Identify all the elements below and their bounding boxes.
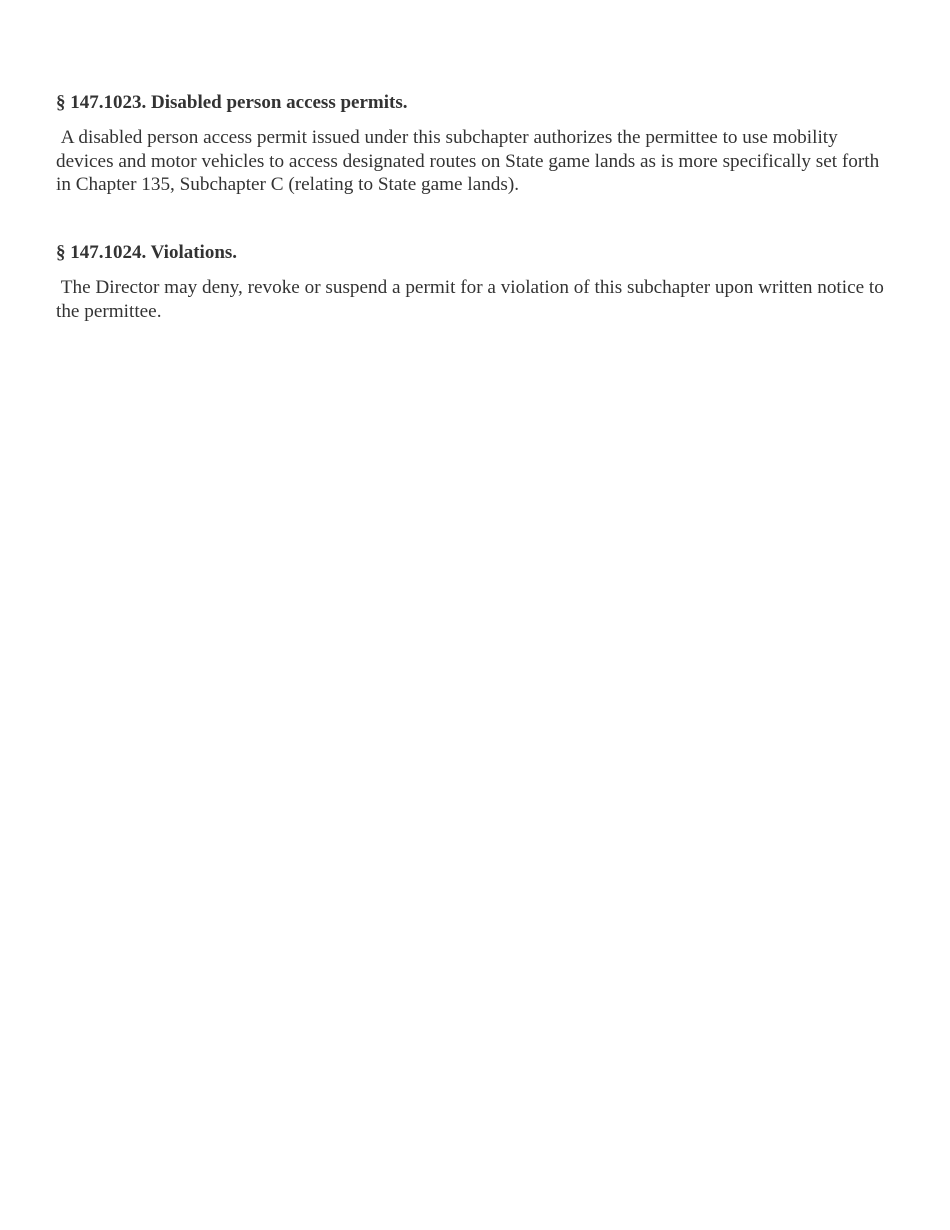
section-body: The Director may deny, revoke or suspend a permit for a violation of this subchapter upon written notice to the permittee.: [56, 277, 889, 322]
section-heading: § 147.1023. Disabled person access permits.: [56, 92, 408, 113]
section-147-1024: [56, 241, 896, 323]
section-body: A disabled person access permit issued under this subchapter authorizes the permittee to use mobility devices and motor vehicles to access designated routes on State game lands as is more specifically set forth in Chapter 135, Subchapter C (relating to State game lands).: [56, 127, 885, 195]
section-147-1023: [56, 91, 896, 197]
section-heading: § 147.1024. Violations.: [56, 242, 238, 263]
